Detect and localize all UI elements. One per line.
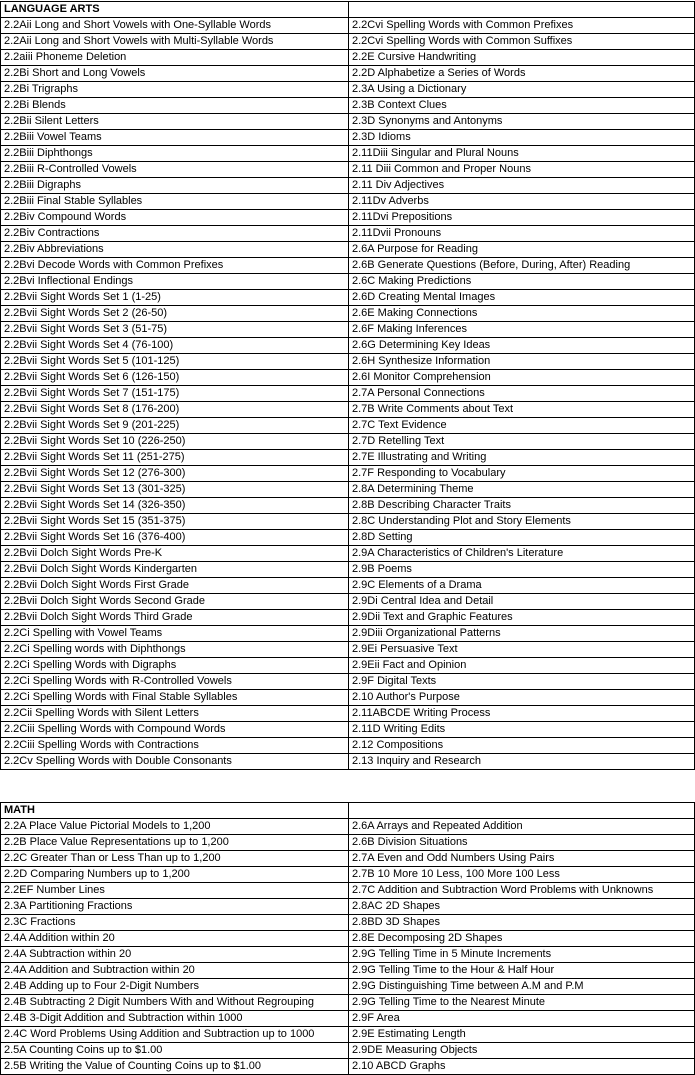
topic-cell-right: 2.8B Describing Character Traits xyxy=(349,498,695,514)
table-row xyxy=(1,306,695,322)
topic-cell-left: 2.4A Subtraction within 20 xyxy=(1,947,349,963)
topic-cell-left: 2.2aiii Phoneme Deletion xyxy=(1,50,349,66)
topic-cell-right: 2.10 Author's Purpose xyxy=(349,690,695,706)
topic-cell-right: 2.11Diii Singular and Plural Nouns xyxy=(349,146,695,162)
topic-cell-left: 2.2B Place Value Representations up to 1,200 xyxy=(1,835,349,851)
topic-cell-left: 2.2Biii Diphthongs xyxy=(1,146,349,162)
topic-cell-right: 2.6A Purpose for Reading xyxy=(349,242,695,258)
topic-cell-right: 2.7C Text Evidence xyxy=(349,418,695,434)
topic-cell-left: 2.2Bvii Sight Words Set 16 (376-400) xyxy=(1,530,349,546)
topic-cell-right: 2.11Dvii Pronouns xyxy=(349,226,695,242)
topic-cell-right: 2.7E Illustrating and Writing xyxy=(349,450,695,466)
table-row xyxy=(1,594,695,610)
topic-cell-right: 2.9G Telling Time to the Hour & Half Hour xyxy=(349,963,695,979)
topic-cell-left: 2.2Biii R-Controlled Vowels xyxy=(1,162,349,178)
table-row xyxy=(1,258,695,274)
topic-cell-right: 2.6D Creating Mental Images xyxy=(349,290,695,306)
topic-cell-right: 2.11 Div Adjectives xyxy=(349,178,695,194)
table-row xyxy=(1,835,695,851)
table-row xyxy=(1,146,695,162)
topic-cell-left: 2.2Biii Vowel Teams xyxy=(1,130,349,146)
table-row xyxy=(1,883,695,899)
table-row xyxy=(1,498,695,514)
topic-cell-left: 2.2Bvii Sight Words Set 5 (101-125) xyxy=(1,354,349,370)
table-row xyxy=(1,130,695,146)
section-title: LANGUAGE ARTS xyxy=(1,2,349,18)
table-row xyxy=(1,706,695,722)
table-row xyxy=(1,610,695,626)
topic-cell-right: 2.3A Using a Dictionary xyxy=(349,82,695,98)
topic-cell-right: 2.9G Telling Time in 5 Minute Increments xyxy=(349,947,695,963)
topic-cell-right: 2.9A Characteristics of Children's Literature xyxy=(349,546,695,562)
table-row xyxy=(1,995,695,1011)
table-row xyxy=(1,674,695,690)
table-row xyxy=(1,931,695,947)
topic-cell-left: 2.2Bvii Sight Words Set 13 (301-325) xyxy=(1,482,349,498)
topic-cell-right: 2.11Dvi Prepositions xyxy=(349,210,695,226)
topic-cell-right: 2.7A Personal Connections xyxy=(349,386,695,402)
topic-cell-left: 2.2Ci Spelling words with Diphthongs xyxy=(1,642,349,658)
topic-cell-right: 2.8C Understanding Plot and Story Elements xyxy=(349,514,695,530)
table-row xyxy=(1,819,695,835)
topic-cell-right: 2.2E Cursive Handwriting xyxy=(349,50,695,66)
topic-cell-left: 2.2Bi Trigraphs xyxy=(1,82,349,98)
table-row xyxy=(1,642,695,658)
math-body xyxy=(1,803,695,1075)
table-row xyxy=(1,242,695,258)
topic-cell-right: 2.8A Determining Theme xyxy=(349,482,695,498)
table-row xyxy=(1,899,695,915)
topic-cell-left: 2.2Aii Long and Short Vowels with One-Syllable Words xyxy=(1,18,349,34)
topic-cell-right: 2.6F Making Inferences xyxy=(349,322,695,338)
table-row xyxy=(1,98,695,114)
table-row xyxy=(1,738,695,754)
topic-cell-right: 2.8AC 2D Shapes xyxy=(349,899,695,915)
table-row xyxy=(1,722,695,738)
table-row xyxy=(1,226,695,242)
language-arts-body xyxy=(1,2,695,770)
topic-cell-left: 2.2EF Number Lines xyxy=(1,883,349,899)
table-row xyxy=(1,1027,695,1043)
topic-cell-left: 2.2D Comparing Numbers up to 1,200 xyxy=(1,867,349,883)
table-row xyxy=(1,210,695,226)
topic-cell-left: 2.2Bii Silent Letters xyxy=(1,114,349,130)
topic-cell-left: 2.4B Subtracting 2 Digit Numbers With and Without Regrouping xyxy=(1,995,349,1011)
empty-cell xyxy=(349,803,695,819)
topic-cell-right: 2.9F Area xyxy=(349,1011,695,1027)
table-row xyxy=(1,450,695,466)
table-row xyxy=(1,562,695,578)
topic-cell-right: 2.7B Write Comments about Text xyxy=(349,402,695,418)
topic-cell-left: 2.2Bvii Sight Words Set 6 (126-150) xyxy=(1,370,349,386)
math-table xyxy=(0,802,695,1075)
topic-cell-left: 2.3A Partitioning Fractions xyxy=(1,899,349,915)
table-row xyxy=(1,178,695,194)
topic-cell-left: 2.2Bvii Sight Words Set 9 (201-225) xyxy=(1,418,349,434)
topic-cell-left: 2.2Ciii Spelling Words with Contractions xyxy=(1,738,349,754)
section-title: MATH xyxy=(1,803,349,819)
topic-cell-right: 2.7A Even and Odd Numbers Using Pairs xyxy=(349,851,695,867)
table-row xyxy=(1,514,695,530)
topic-cell-right: 2.11 Diii Common and Proper Nouns xyxy=(349,162,695,178)
topic-cell-left: 2.4A Addition and Subtraction within 20 xyxy=(1,963,349,979)
topic-cell-right: 2.3D Synonyms and Antonyms xyxy=(349,114,695,130)
table-row xyxy=(1,1043,695,1059)
table-row xyxy=(1,690,695,706)
topic-cell-left: 2.2Bvii Dolch Sight Words Kindergarten xyxy=(1,562,349,578)
topic-cell-left: 2.2Biii Final Stable Syllables xyxy=(1,194,349,210)
table-row xyxy=(1,963,695,979)
table-row xyxy=(1,66,695,82)
topic-cell-left: 2.2Bi Blends xyxy=(1,98,349,114)
topic-cell-left: 2.2Bvii Sight Words Set 15 (351-375) xyxy=(1,514,349,530)
topic-cell-left: 2.2Bvi Inflectional Endings xyxy=(1,274,349,290)
topic-cell-left: 2.4A Addition within 20 xyxy=(1,931,349,947)
table-header-row xyxy=(1,803,695,819)
table-row xyxy=(1,530,695,546)
topic-cell-left: 2.2Biv Abbreviations xyxy=(1,242,349,258)
topic-cell-left: 2.2Bvii Dolch Sight Words Pre-K xyxy=(1,546,349,562)
table-row xyxy=(1,354,695,370)
topic-cell-right: 2.8E Decomposing 2D Shapes xyxy=(349,931,695,947)
topic-cell-right: 2.9G Distinguishing Time between A.M and P.M xyxy=(349,979,695,995)
topic-cell-left: 2.2Bvii Sight Words Set 2 (26-50) xyxy=(1,306,349,322)
topic-cell-right: 2.6B Division Situations xyxy=(349,835,695,851)
topic-cell-left: 2.2Aii Long and Short Vowels with Multi-Syllable Words xyxy=(1,34,349,50)
topic-cell-left: 2.2Bvii Sight Words Set 1 (1-25) xyxy=(1,290,349,306)
table-row xyxy=(1,34,695,50)
topic-cell-right: 2.9B Poems xyxy=(349,562,695,578)
topic-cell-left: 2.4B 3-Digit Addition and Subtraction within 1000 xyxy=(1,1011,349,1027)
topic-cell-left: 2.2Ci Spelling Words with R-Controlled Vowels xyxy=(1,674,349,690)
table-row xyxy=(1,82,695,98)
table-row xyxy=(1,1059,695,1075)
topic-cell-right: 2.2Cvi Spelling Words with Common Prefixes xyxy=(349,18,695,34)
topic-cell-right: 2.9E Estimating Length xyxy=(349,1027,695,1043)
topic-cell-left: 2.2Ci Spelling Words with Digraphs xyxy=(1,658,349,674)
topic-cell-left: 2.5B Writing the Value of Counting Coins up to $1.00 xyxy=(1,1059,349,1075)
table-row xyxy=(1,979,695,995)
table-row xyxy=(1,162,695,178)
topic-cell-left: 2.2Bvii Sight Words Set 8 (176-200) xyxy=(1,402,349,418)
topic-cell-right: 2.9Dii Text and Graphic Features xyxy=(349,610,695,626)
table-row xyxy=(1,578,695,594)
table-row xyxy=(1,658,695,674)
topic-cell-left: 2.2Bvii Dolch Sight Words Second Grade xyxy=(1,594,349,610)
topic-cell-right: 2.9C Elements of a Drama xyxy=(349,578,695,594)
topic-cell-right: 2.7F Responding to Vocabulary xyxy=(349,466,695,482)
topic-cell-left: 2.2Bvii Sight Words Set 7 (151-175) xyxy=(1,386,349,402)
topic-cell-left: 2.2Ciii Spelling Words with Compound Words xyxy=(1,722,349,738)
language-arts-table xyxy=(0,1,695,770)
table-row xyxy=(1,322,695,338)
table-row xyxy=(1,402,695,418)
topic-cell-right: 2.7B 10 More 10 Less, 100 More 100 Less xyxy=(349,867,695,883)
topic-cell-right: 2.12 Compositions xyxy=(349,738,695,754)
table-row xyxy=(1,754,695,770)
table-row xyxy=(1,114,695,130)
table-row xyxy=(1,50,695,66)
topic-cell-right: 2.2D Alphabetize a Series of Words xyxy=(349,66,695,82)
topic-cell-right: 2.6A Arrays and Repeated Addition xyxy=(349,819,695,835)
table-row xyxy=(1,915,695,931)
topic-cell-left: 2.2Bi Short and Long Vowels xyxy=(1,66,349,82)
table-header-row xyxy=(1,2,695,18)
topic-cell-right: 2.3D Idioms xyxy=(349,130,695,146)
table-row xyxy=(1,290,695,306)
topic-cell-right: 2.8D Setting xyxy=(349,530,695,546)
table-row xyxy=(1,466,695,482)
table-row xyxy=(1,546,695,562)
table-row xyxy=(1,851,695,867)
topic-cell-right: 2.6H Synthesize Information xyxy=(349,354,695,370)
topic-cell-left: 2.2Biv Contractions xyxy=(1,226,349,242)
topic-cell-left: 2.2Cv Spelling Words with Double Consonants xyxy=(1,754,349,770)
table-row xyxy=(1,194,695,210)
topic-cell-right: 2.6I Monitor Comprehension xyxy=(349,370,695,386)
topic-cell-left: 2.4B Adding up to Four 2-Digit Numbers xyxy=(1,979,349,995)
topic-cell-right: 2.9Diii Organizational Patterns xyxy=(349,626,695,642)
topic-cell-left: 2.2Ci Spelling with Vowel Teams xyxy=(1,626,349,642)
topic-cell-right: 2.6E Making Connections xyxy=(349,306,695,322)
topic-cell-left: 2.2Biv Compound Words xyxy=(1,210,349,226)
topic-cell-right: 2.6B Generate Questions (Before, During, After) Reading xyxy=(349,258,695,274)
table-row xyxy=(1,1011,695,1027)
topic-cell-left: 2.2Bvii Sight Words Set 12 (276-300) xyxy=(1,466,349,482)
topic-cell-left: 2.2Bvii Dolch Sight Words Third Grade xyxy=(1,610,349,626)
topic-cell-right: 2.9G Telling Time to the Nearest Minute xyxy=(349,995,695,1011)
table-row xyxy=(1,386,695,402)
topic-cell-left: 2.2Bvi Decode Words with Common Prefixes xyxy=(1,258,349,274)
topic-cell-right: 2.2Cvi Spelling Words with Common Suffixes xyxy=(349,34,695,50)
topic-cell-left: 2.2Cii Spelling Words with Silent Letters xyxy=(1,706,349,722)
topic-cell-left: 2.5A Counting Coins up to $1.00 xyxy=(1,1043,349,1059)
topic-cell-left: 2.2Bvii Sight Words Set 14 (326-350) xyxy=(1,498,349,514)
topic-cell-left: 2.2Bvii Sight Words Set 11 (251-275) xyxy=(1,450,349,466)
topic-cell-right: 2.6C Making Predictions xyxy=(349,274,695,290)
topic-cell-left: 2.3C Fractions xyxy=(1,915,349,931)
topic-cell-left: 2.2Bvii Dolch Sight Words First Grade xyxy=(1,578,349,594)
table-row xyxy=(1,418,695,434)
table-row xyxy=(1,370,695,386)
topic-cell-right: 2.7D Retelling Text xyxy=(349,434,695,450)
table-row xyxy=(1,482,695,498)
table-row xyxy=(1,947,695,963)
topic-cell-left: 2.2Bvii Sight Words Set 10 (226-250) xyxy=(1,434,349,450)
topic-cell-right: 2.11D Writing Edits xyxy=(349,722,695,738)
topic-cell-right: 2.8BD 3D Shapes xyxy=(349,915,695,931)
topic-cell-left: 2.2Biii Digraphs xyxy=(1,178,349,194)
table-row xyxy=(1,274,695,290)
table-row xyxy=(1,867,695,883)
topic-cell-left: 2.2Bvii Sight Words Set 4 (76-100) xyxy=(1,338,349,354)
table-row xyxy=(1,434,695,450)
table-row xyxy=(1,18,695,34)
table-row xyxy=(1,338,695,354)
topic-cell-right: 2.13 Inquiry and Research xyxy=(349,754,695,770)
topic-cell-right: 2.7C Addition and Subtraction Word Problems with Unknowns xyxy=(349,883,695,899)
table-row xyxy=(1,626,695,642)
topic-cell-left: 2.2Bvii Sight Words Set 3 (51-75) xyxy=(1,322,349,338)
topic-cell-right: 2.3B Context Clues xyxy=(349,98,695,114)
topic-cell-right: 2.10 ABCD Graphs xyxy=(349,1059,695,1075)
topic-cell-left: 2.2A Place Value Pictorial Models to 1,200 xyxy=(1,819,349,835)
topic-cell-left: 2.2Ci Spelling Words with Final Stable Syllables xyxy=(1,690,349,706)
topic-cell-right: 2.11ABCDE Writing Process xyxy=(349,706,695,722)
topic-cell-right: 2.9F Digital Texts xyxy=(349,674,695,690)
topic-cell-right: 2.6G Determining Key Ideas xyxy=(349,338,695,354)
empty-cell xyxy=(349,2,695,18)
topic-cell-right: 2.9Ei Persuasive Text xyxy=(349,642,695,658)
topic-cell-right: 2.9Eii Fact and Opinion xyxy=(349,658,695,674)
topic-cell-left: 2.2C Greater Than or Less Than up to 1,200 xyxy=(1,851,349,867)
topic-cell-right: 2.9Di Central Idea and Detail xyxy=(349,594,695,610)
topic-cell-right: 2.11Dv Adverbs xyxy=(349,194,695,210)
topic-cell-left: 2.4C Word Problems Using Addition and Subtraction up to 1000 xyxy=(1,1027,349,1043)
topic-cell-right: 2.9DE Measuring Objects xyxy=(349,1043,695,1059)
